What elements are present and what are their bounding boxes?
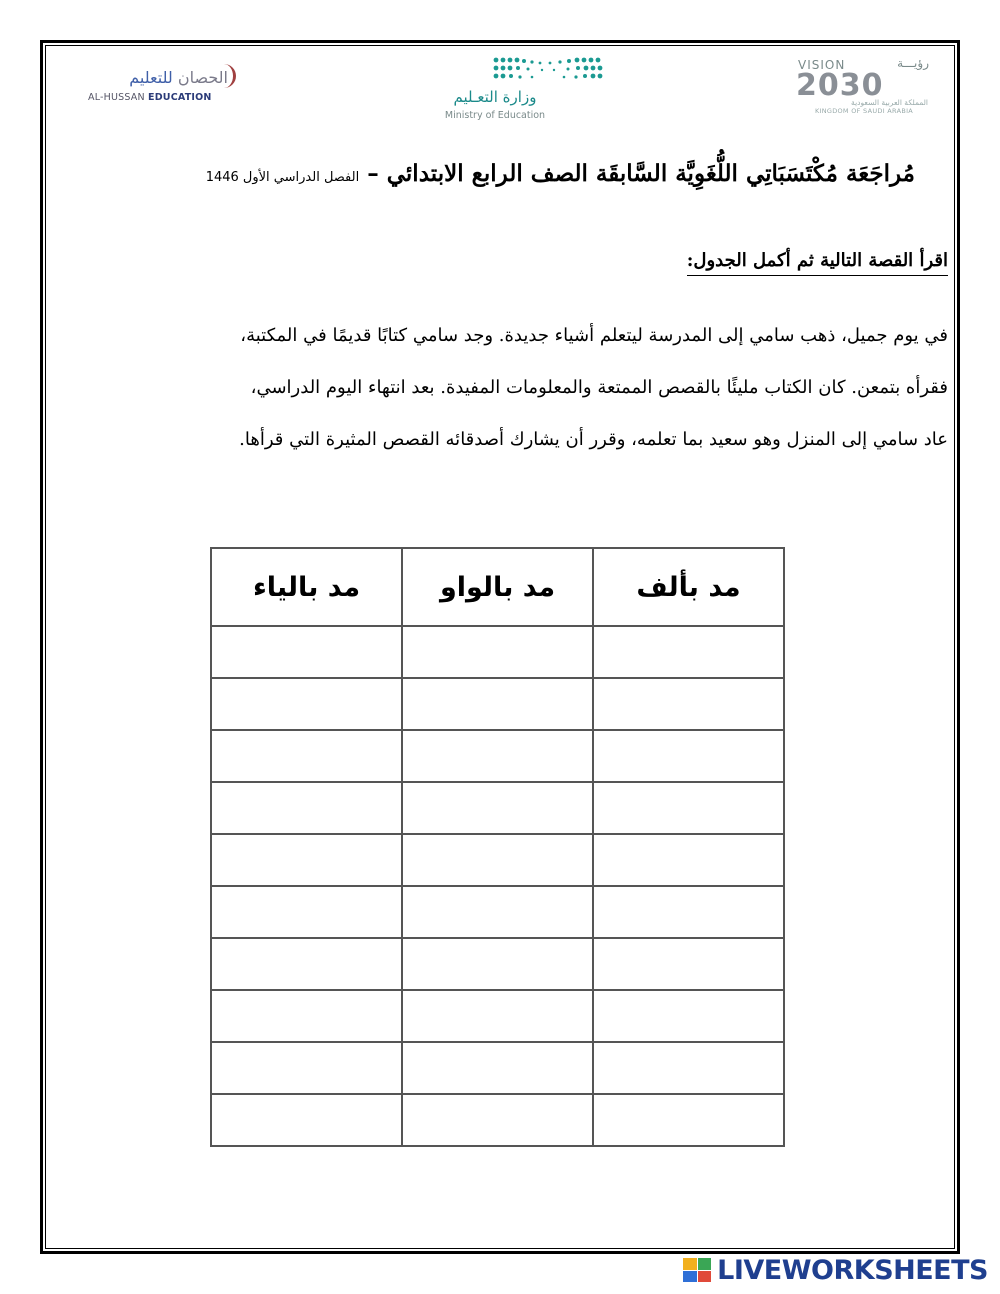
logo-square bbox=[683, 1258, 697, 1270]
answer-cell[interactable] bbox=[402, 938, 593, 990]
answer-cell[interactable] bbox=[593, 782, 784, 834]
story-line: فقرأه بتمعن. كان الكتاب مليئًا بالقصص الممتعة والمعلومات المفيدة. بعد انتهاء اليوم الدراسي، bbox=[250, 377, 948, 398]
table-row bbox=[211, 886, 784, 938]
vision-arabic-label: رؤيـــة bbox=[897, 56, 929, 70]
answer-cell[interactable] bbox=[593, 1094, 784, 1146]
logo-square bbox=[698, 1271, 712, 1283]
answer-cell[interactable] bbox=[402, 782, 593, 834]
al-hussan-arabic: الحصان للتعليم bbox=[129, 68, 228, 87]
vision-2030-logo bbox=[796, 58, 931, 114]
story-line: في يوم جميل، ذهب سامي إلى المدرسة ليتعلم أشياء جديدة. وجد سامي كتابًا قديمًا في المكتبة، bbox=[240, 325, 948, 346]
answer-cell[interactable] bbox=[402, 626, 593, 678]
answer-cell[interactable] bbox=[402, 886, 593, 938]
logo-square bbox=[698, 1258, 712, 1270]
answer-cell[interactable] bbox=[402, 730, 593, 782]
liveworksheets-brand: LIVEWORKSHEETS bbox=[717, 1254, 988, 1286]
kingdom-english: KINGDOM OF SAUDI ARABIA bbox=[814, 107, 914, 115]
ministry-english: Ministry of Education bbox=[444, 110, 546, 121]
answer-cell[interactable] bbox=[593, 678, 784, 730]
answer-cell[interactable] bbox=[211, 1042, 402, 1094]
answer-cell[interactable] bbox=[211, 730, 402, 782]
answer-cell[interactable] bbox=[402, 990, 593, 1042]
table-header-row bbox=[211, 548, 784, 626]
answer-cell[interactable] bbox=[593, 1042, 784, 1094]
al-hussan-english: AL-HUSSAN EDUCATION bbox=[88, 92, 212, 103]
table-row bbox=[211, 678, 784, 730]
table-row bbox=[211, 834, 784, 886]
page-title-semester: الفصل الدراسي الأول 1446 bbox=[205, 170, 360, 185]
table-row bbox=[211, 938, 784, 990]
liveworksheets-footer bbox=[683, 1253, 988, 1287]
al-hussan-logo bbox=[88, 68, 228, 108]
vision-year: 2030 bbox=[796, 68, 884, 103]
story-line: عاد سامي إلى المنزل وهو سعيد بما تعلمه، وقرر أن يشارك أصدقائه القصص المثيرة التي قرأها. bbox=[239, 429, 948, 450]
answer-cell[interactable] bbox=[211, 1094, 402, 1146]
kingdom-arabic: المملكة العربية السعودية bbox=[851, 98, 928, 107]
table-row bbox=[211, 782, 784, 834]
answer-cell[interactable] bbox=[593, 730, 784, 782]
header-madd-ya: مد بالياء bbox=[211, 548, 402, 626]
answer-cell[interactable] bbox=[211, 990, 402, 1042]
ministry-arabic: وزارة التعـليم bbox=[453, 88, 537, 106]
answer-cell[interactable] bbox=[211, 782, 402, 834]
header-madd-waw: مد بالواو bbox=[402, 548, 593, 626]
table-row bbox=[211, 990, 784, 1042]
table-row bbox=[211, 626, 784, 678]
table-row bbox=[211, 1094, 784, 1146]
answer-cell[interactable] bbox=[402, 678, 593, 730]
answer-cell[interactable] bbox=[402, 1094, 593, 1146]
logo-square bbox=[683, 1271, 697, 1283]
answer-cell[interactable] bbox=[211, 678, 402, 730]
liveworksheets-logo-icon bbox=[683, 1258, 711, 1282]
vision-label: VISION bbox=[798, 58, 846, 72]
instruction-heading: اقرأ القصة التالية ثم أكمل الجدول: bbox=[687, 250, 948, 276]
table-row bbox=[211, 730, 784, 782]
answer-cell[interactable] bbox=[211, 834, 402, 886]
answer-cell[interactable] bbox=[593, 938, 784, 990]
answer-cell[interactable] bbox=[211, 626, 402, 678]
ministry-logo bbox=[430, 56, 610, 122]
ministry-dots-icon bbox=[492, 56, 607, 82]
answer-cell[interactable] bbox=[211, 938, 402, 990]
page-title-main: مُراجَعَة مُكْتَسَبَاتِي اللُّغَوِيَّة السَّابقَة الصف الرابع الابتدائي bbox=[386, 160, 915, 187]
table-row bbox=[211, 1042, 784, 1094]
answer-cell[interactable] bbox=[402, 1042, 593, 1094]
page-title bbox=[90, 160, 915, 204]
header-madd-alif: مد بألف bbox=[593, 548, 784, 626]
answer-cell[interactable] bbox=[593, 834, 784, 886]
madd-table bbox=[210, 547, 785, 1147]
answer-cell[interactable] bbox=[593, 626, 784, 678]
page-title-dash: – bbox=[359, 160, 387, 187]
answer-cell[interactable] bbox=[593, 990, 784, 1042]
story-paragraph bbox=[92, 310, 948, 466]
answer-cell[interactable] bbox=[402, 834, 593, 886]
answer-cell[interactable] bbox=[593, 886, 784, 938]
answer-cell[interactable] bbox=[211, 886, 402, 938]
